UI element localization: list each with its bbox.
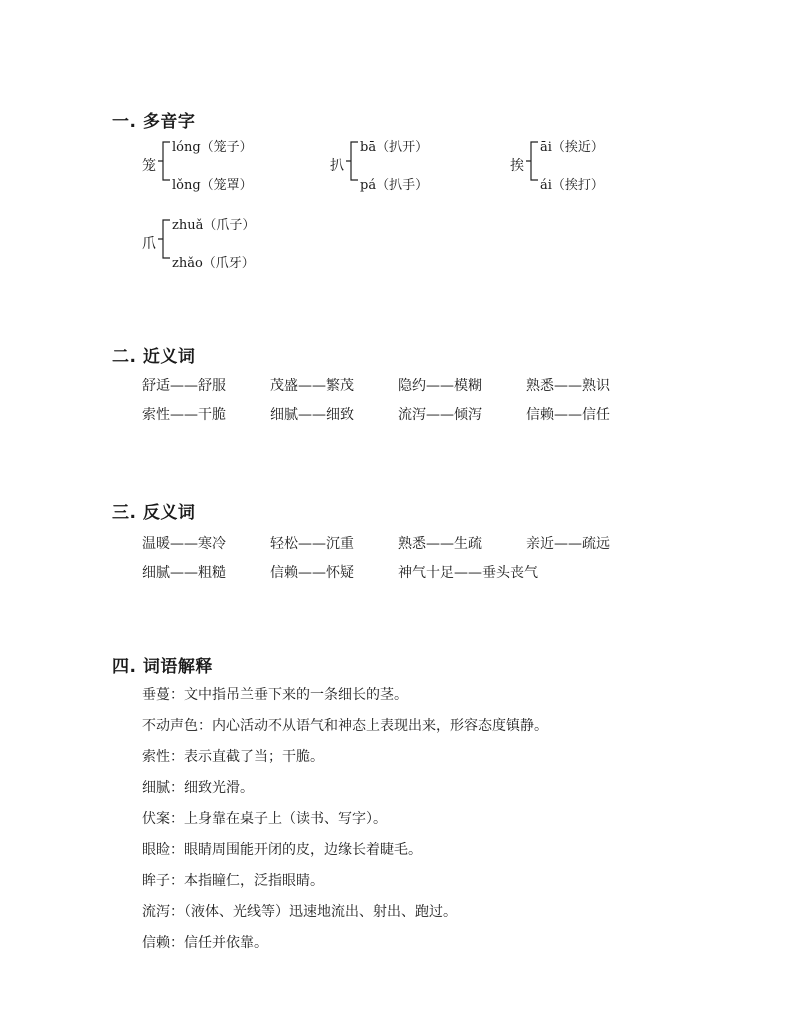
- antonym-pair: 熟悉——生疏: [398, 536, 482, 552]
- polyphonic-group-2: [330, 138, 510, 198]
- brace-icon: [156, 140, 172, 182]
- synonym-pair: 索性——干脆: [142, 407, 226, 423]
- polyphonic-group-3: [510, 138, 690, 198]
- definition-item: 眼睑：眼睛周围能开闭的皮，边缘长着睫毛。: [142, 842, 422, 858]
- section-title-polyphonic: 一. 多音字: [112, 112, 196, 132]
- polyphonic-char: 笼: [142, 158, 156, 174]
- polyphonic-char: 爪: [142, 236, 156, 252]
- synonym-pair: 舒适——舒服: [142, 378, 226, 394]
- antonym-pair: 神气十足——垂头丧气: [398, 565, 538, 581]
- reading: zhǎo（爪牙）: [172, 256, 255, 271]
- definition-item: 伏案：上身靠在桌子上（读书、写字）。: [142, 811, 387, 827]
- definition-item: 流泻：（液体、光线等）迅速地流出、射出、跑过。: [142, 904, 457, 920]
- definition-list: [142, 685, 548, 964]
- brace-icon: [156, 218, 172, 260]
- definition-item: 不动声色：内心活动不从语气和神态上表现出来，形容态度镇静。: [142, 718, 548, 734]
- synonym-pair: 茂盛——繁茂: [270, 378, 354, 394]
- reading: ái（挨打）: [540, 178, 604, 193]
- reading: lǒng（笼罩）: [172, 178, 253, 193]
- synonym-pair: 流泻——倾泻: [398, 407, 482, 423]
- reading: pá（扒手）: [360, 178, 429, 193]
- antonym-pair: 温暖——寒冷: [142, 536, 226, 552]
- definition-item: 眸子：本指瞳仁，泛指眼睛。: [142, 873, 324, 889]
- antonym-pair: 亲近——疏远: [526, 536, 610, 552]
- reading: bā（扒开）: [360, 140, 429, 155]
- antonym-pair: 信赖——怀疑: [270, 565, 354, 581]
- definition-item: 细腻：细致光滑。: [142, 780, 254, 796]
- antonym-pair: 轻松——沉重: [270, 536, 354, 552]
- polyphonic-char: 扒: [330, 158, 344, 174]
- definition-item: 索性：表示直截了当；干脆。: [142, 749, 324, 765]
- section-title-antonyms: 三. 反义词: [112, 503, 196, 523]
- synonym-pair: 隐约——模糊: [398, 378, 482, 394]
- section-title-definitions: 四. 词语解释: [112, 657, 213, 677]
- brace-icon: [524, 140, 540, 182]
- polyphonic-group-1: [142, 138, 322, 198]
- synonym-pair: 信赖——信任: [526, 407, 610, 423]
- polyphonic-char: 挨: [510, 158, 524, 174]
- synonym-pair: 细腻——细致: [270, 407, 354, 423]
- definition-item: 垂蔓：文中指吊兰垂下来的一条细长的茎。: [142, 687, 408, 703]
- brace-icon: [344, 140, 360, 182]
- reading: zhuǎ（爪子）: [172, 218, 256, 233]
- reading: lóng（笼子）: [172, 140, 253, 155]
- definition-item: 信赖：信任并依靠。: [142, 935, 268, 951]
- polyphonic-group-4: [142, 216, 322, 276]
- reading: āi（挨近）: [540, 140, 604, 155]
- antonym-pair: 细腻——粗糙: [142, 565, 226, 581]
- synonym-pair: 熟悉——熟识: [526, 378, 610, 394]
- section-title-synonyms: 二. 近义词: [112, 347, 196, 367]
